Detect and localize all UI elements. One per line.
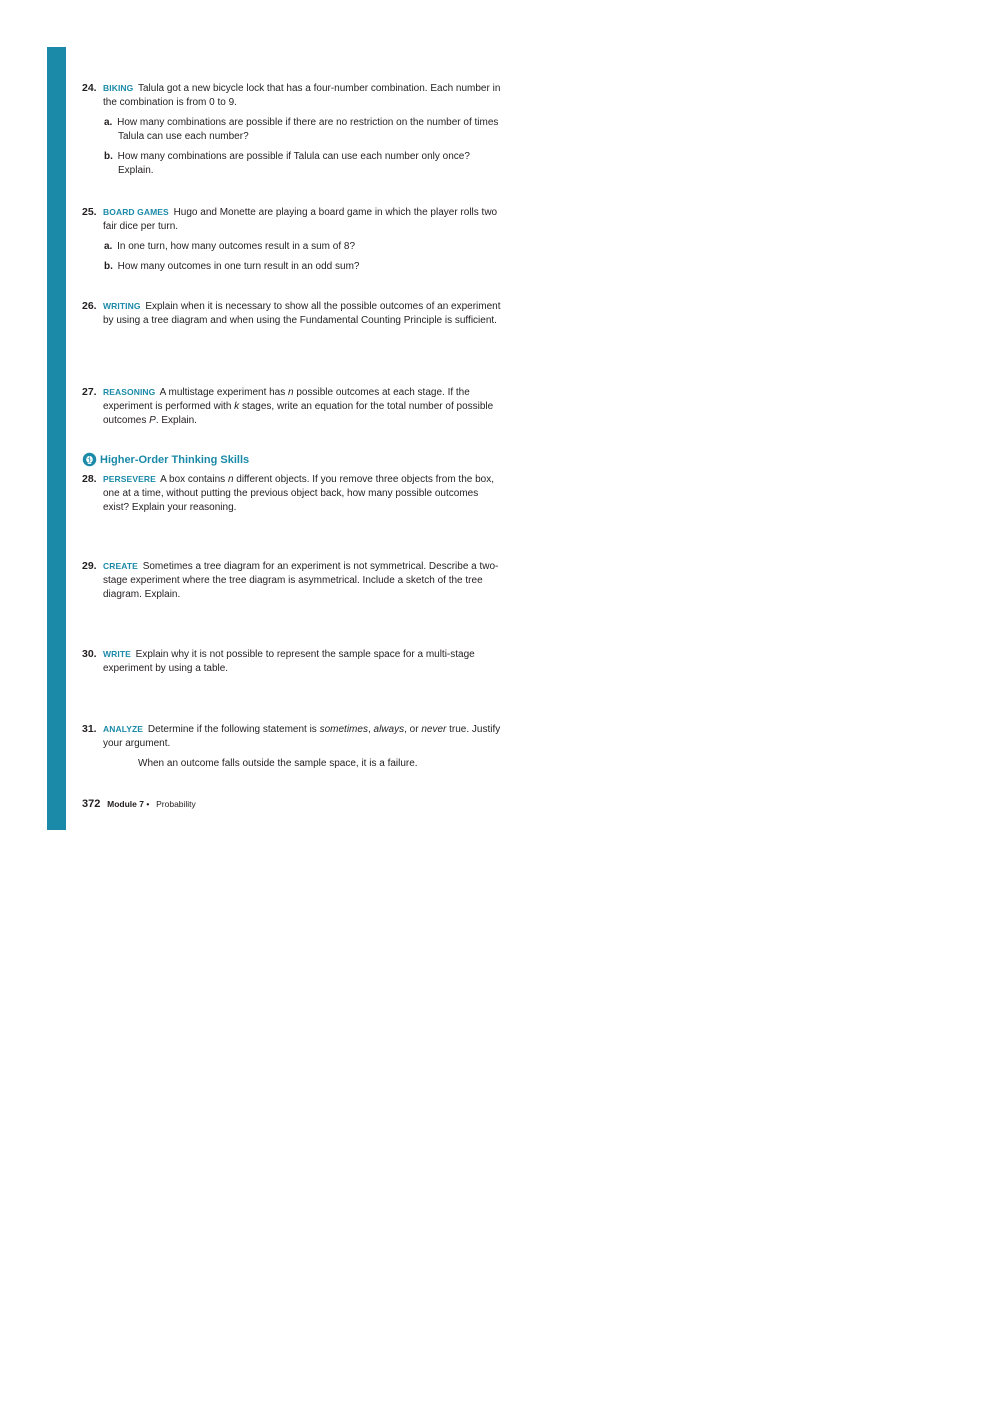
problem-text: stages, write an equation for the total number of possible outcomes	[103, 401, 494, 426]
variable-k: k	[234, 401, 240, 412]
module-label: Module 7 •	[107, 799, 150, 809]
separator: ,	[367, 724, 374, 735]
problem-number: 24.	[82, 82, 97, 94]
problem-number: 31.	[82, 723, 97, 735]
separator: , or	[404, 724, 422, 735]
problem-tag: REASONING	[103, 387, 156, 397]
problem-text: Talula got a new bicycle lock that has a four-number combination. Each number in the combination is from 0 to 9.	[103, 83, 501, 108]
problem-body	[103, 205, 502, 234]
problem-27	[82, 385, 502, 428]
part-letter: a.	[104, 117, 113, 128]
problem-part-b	[104, 260, 502, 274]
problem-26	[82, 299, 502, 328]
problem-text: Determine if the following statement is	[147, 724, 320, 735]
part-text: How many combinations are possible if Talula can use each number only once? Explain.	[117, 151, 470, 176]
emphasis-word: always	[373, 724, 405, 735]
emphasis-word: never	[421, 724, 447, 735]
problem-tag: CREATE	[103, 561, 138, 571]
side-color-bar	[47, 47, 66, 830]
variable-n: n	[227, 474, 234, 485]
problem-part-a	[104, 240, 502, 254]
problem-25	[82, 205, 502, 274]
problem-number: 29.	[82, 560, 97, 572]
problem-tag: BOARD GAMES	[103, 207, 169, 217]
hots-title: Higher-Order Thinking Skills	[100, 453, 250, 466]
problem-31	[82, 722, 502, 771]
problem-tag: WRITE	[103, 649, 131, 659]
problem-number: 26.	[82, 300, 97, 312]
emphasis-word: sometimes	[319, 724, 368, 735]
problem-part-a	[104, 116, 502, 144]
problem-24	[82, 81, 502, 178]
part-letter: a.	[104, 241, 113, 252]
problem-body	[103, 385, 502, 428]
variable-p: P	[149, 415, 156, 426]
problem-text: Sometimes a tree diagram for an experiment is not symmetrical. Describe a two-stage experiment where the tree diagram is asymmetrical. Include a sketch of the tree diagram. Explain.	[103, 561, 499, 600]
problem-tag: ANALYZE	[103, 724, 144, 734]
problem-body	[103, 722, 502, 751]
statement: When an outcome falls outside the sample space, it is a failure.	[138, 758, 418, 769]
problem-body	[103, 559, 502, 602]
problem-text: . Explain.	[155, 415, 197, 426]
problem-body	[103, 81, 502, 110]
problem-29	[82, 559, 502, 602]
page-footer	[82, 797, 196, 812]
part-text: How many combinations are possible if there are no restriction on the number of times Talula can use each number?	[117, 117, 499, 142]
problem-28	[82, 472, 502, 515]
problem-body	[103, 647, 502, 676]
page-number: 372	[82, 798, 101, 810]
problem-text: different objects. If you remove three objects from the box, one at a time, without putting the previous object back, how many possible outcomes exist? Explain your reasoning.	[103, 474, 495, 513]
brain-lightbulb-icon	[82, 452, 97, 467]
problem-body	[103, 299, 502, 328]
problem-part-b	[104, 150, 502, 178]
problem-text: A box contains	[160, 474, 228, 485]
problem-tag: PERSEVERE	[103, 474, 156, 484]
problem-text: true. Justify your argument.	[103, 724, 501, 749]
problem-text: possible outcomes at each stage. If the experiment is performed with	[103, 387, 470, 412]
problem-number: 27.	[82, 386, 97, 398]
part-letter: b.	[104, 151, 113, 162]
problem-30	[82, 647, 502, 676]
hots-heading	[82, 452, 249, 467]
part-text: In one turn, how many outcomes result in a sum of 8?	[117, 241, 356, 252]
problem-number: 30.	[82, 648, 97, 660]
problem-text: Explain when it is necessary to show all the possible outcomes of an experiment by using a tree diagram and when using the Fundamental Counting Principle is sufficient.	[103, 301, 501, 326]
part-letter: b.	[104, 261, 113, 272]
subject-label: Probability	[156, 799, 196, 809]
problem-text: Hugo and Monette are playing a board game in which the player rolls two fair dice per turn.	[103, 207, 498, 232]
problem-tag: WRITING	[103, 301, 141, 311]
problem-number: 28.	[82, 473, 97, 485]
problem-text: Explain why it is not possible to represent the sample space for a multi-stage experiment by using a table.	[103, 649, 475, 674]
part-text: How many outcomes in one turn result in an odd sum?	[117, 261, 360, 272]
problem-body	[103, 472, 502, 515]
variable-n: n	[288, 387, 294, 398]
problem-tag: BIKING	[103, 83, 134, 93]
problem-text: A multistage experiment has	[159, 387, 289, 398]
problem-number: 25.	[82, 206, 97, 218]
